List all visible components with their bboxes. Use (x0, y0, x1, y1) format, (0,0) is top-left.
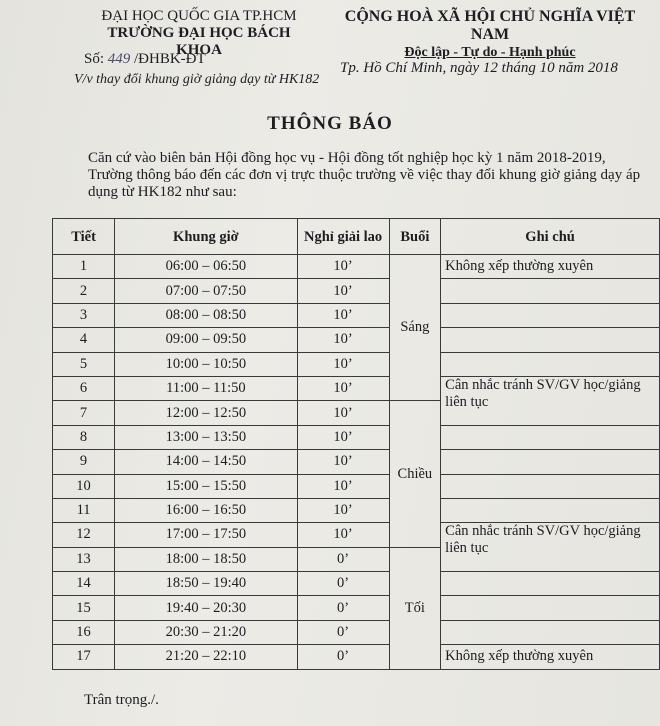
break-cell: 10’ (297, 474, 389, 498)
table-row (53, 498, 660, 522)
table-row (53, 450, 660, 474)
table-row (53, 425, 660, 449)
table-row (53, 279, 660, 303)
note-cell (441, 425, 660, 449)
time-cell: 17:00 – 17:50 (115, 523, 298, 547)
break-cell: 0’ (297, 620, 389, 644)
doc-no-value: 449 (107, 51, 131, 67)
header-note: Ghi chú (441, 219, 660, 255)
period-cell: 10 (53, 474, 115, 498)
table-row (53, 328, 660, 352)
break-cell: 10’ (297, 376, 389, 400)
note-cell (441, 572, 660, 596)
note-cell (441, 596, 660, 620)
period-cell: 16 (53, 620, 115, 644)
table-row (53, 596, 660, 620)
time-cell: 08:00 – 08:50 (115, 303, 298, 327)
note-cell (441, 303, 660, 327)
time-cell: 21:20 – 22:10 (115, 645, 298, 669)
table-row (53, 620, 660, 644)
break-cell: 10’ (297, 352, 389, 376)
break-cell: 10’ (297, 255, 389, 279)
note-cell (441, 450, 660, 474)
note-cell: Cân nhắc tránh SV/GV học/giảng liên tục (441, 523, 660, 572)
nation-line-1: CỘNG HOÀ XÃ HỘI CHỦ NGHĨA VIỆT NAM (344, 8, 636, 43)
time-cell: 20:30 – 21:20 (115, 620, 298, 644)
table-row (53, 572, 660, 596)
period-cell: 12 (53, 523, 115, 547)
note-cell (441, 279, 660, 303)
period-cell: 15 (53, 596, 115, 620)
period-cell: 2 (53, 279, 115, 303)
time-cell: 06:00 – 06:50 (115, 255, 298, 279)
time-cell: 18:50 – 19:40 (115, 572, 298, 596)
period-cell: 11 (53, 498, 115, 522)
table-row (53, 376, 660, 400)
header-break: Nghỉ giải lao (297, 219, 389, 255)
note-cell: Không xếp thường xuyên (441, 255, 660, 279)
table-row (53, 352, 660, 376)
time-cell: 19:40 – 20:30 (115, 596, 298, 620)
break-cell: 10’ (297, 425, 389, 449)
period-cell: 8 (53, 425, 115, 449)
period-cell: 7 (53, 401, 115, 425)
header-session: Buổi (389, 219, 441, 255)
session-evening: Tối (389, 547, 441, 669)
schedule-table (52, 218, 660, 670)
break-cell: 10’ (297, 279, 389, 303)
period-cell: 5 (53, 352, 115, 376)
time-cell: 11:00 – 11:50 (115, 376, 298, 400)
header-period: Tiết (53, 219, 115, 255)
note-cell: Cân nhắc tránh SV/GV học/giảng liên tục (441, 376, 660, 425)
break-cell: 0’ (297, 596, 389, 620)
document-subject: V/v thay đổi khung giờ giảng dạy từ HK182 (74, 72, 320, 87)
time-cell: 16:00 – 16:50 (115, 498, 298, 522)
period-cell: 3 (53, 303, 115, 327)
closing-line: Trân trọng./. (84, 692, 159, 708)
table-header-row (53, 219, 660, 255)
period-cell: 9 (53, 450, 115, 474)
table-row (53, 255, 660, 279)
note-cell (441, 352, 660, 376)
header-time: Khung giờ (115, 219, 298, 255)
break-cell: 0’ (297, 572, 389, 596)
time-cell: 07:00 – 07:50 (115, 279, 298, 303)
session-afternoon: Chiều (389, 401, 441, 547)
document-number (84, 51, 206, 68)
org-line-2: TRƯỜNG ĐẠI HỌC BÁCH KHOA (107, 25, 291, 58)
nation-motto: Độc lập - Tự do - Hạnh phúc (404, 45, 576, 60)
break-cell: 10’ (297, 401, 389, 425)
document-title: THÔNG BÁO (267, 113, 393, 134)
note-cell (441, 498, 660, 522)
period-cell: 6 (53, 376, 115, 400)
break-cell: 10’ (297, 303, 389, 327)
table-row (53, 645, 660, 669)
break-cell: 0’ (297, 547, 389, 571)
intro-paragraph: Căn cứ vào biên bản Hội đồng học vụ - Hội đồng tốt nghiệp học kỳ 1 năm 2018-2019, Trường thông báo đến các đơn vị trực thuộc trường về việc thay đổi khung giờ giảng dạy áp dụng từ HK182 như sau: (88, 150, 641, 200)
national-heading (330, 8, 650, 62)
note-cell (441, 474, 660, 498)
time-cell: 18:00 – 18:50 (115, 547, 298, 571)
doc-no-suffix: /ĐHBK-ĐT (134, 51, 206, 67)
note-cell: Không xếp thường xuyên (441, 645, 660, 669)
period-cell: 13 (53, 547, 115, 571)
period-cell: 4 (53, 328, 115, 352)
break-cell: 10’ (297, 498, 389, 522)
time-cell: 09:00 – 09:50 (115, 328, 298, 352)
document-date: Tp. Hồ Chí Minh, ngày 12 tháng 10 năm 2018 (340, 60, 618, 76)
period-cell: 14 (53, 572, 115, 596)
table-row (53, 303, 660, 327)
table-row (53, 523, 660, 547)
break-cell: 10’ (297, 523, 389, 547)
doc-no-prefix: Số: (84, 51, 105, 67)
org-line-1: ĐẠI HỌC QUỐC GIA TP.HCM (101, 8, 297, 24)
period-cell: 1 (53, 255, 115, 279)
note-cell (441, 620, 660, 644)
time-cell: 12:00 – 12:50 (115, 401, 298, 425)
period-cell: 17 (53, 645, 115, 669)
table-row (53, 474, 660, 498)
time-cell: 10:00 – 10:50 (115, 352, 298, 376)
time-cell: 15:00 – 15:50 (115, 474, 298, 498)
break-cell: 0’ (297, 645, 389, 669)
break-cell: 10’ (297, 450, 389, 474)
note-cell (441, 328, 660, 352)
break-cell: 10’ (297, 328, 389, 352)
session-morning: Sáng (389, 255, 441, 401)
time-cell: 14:00 – 14:50 (115, 450, 298, 474)
time-cell: 13:00 – 13:50 (115, 425, 298, 449)
